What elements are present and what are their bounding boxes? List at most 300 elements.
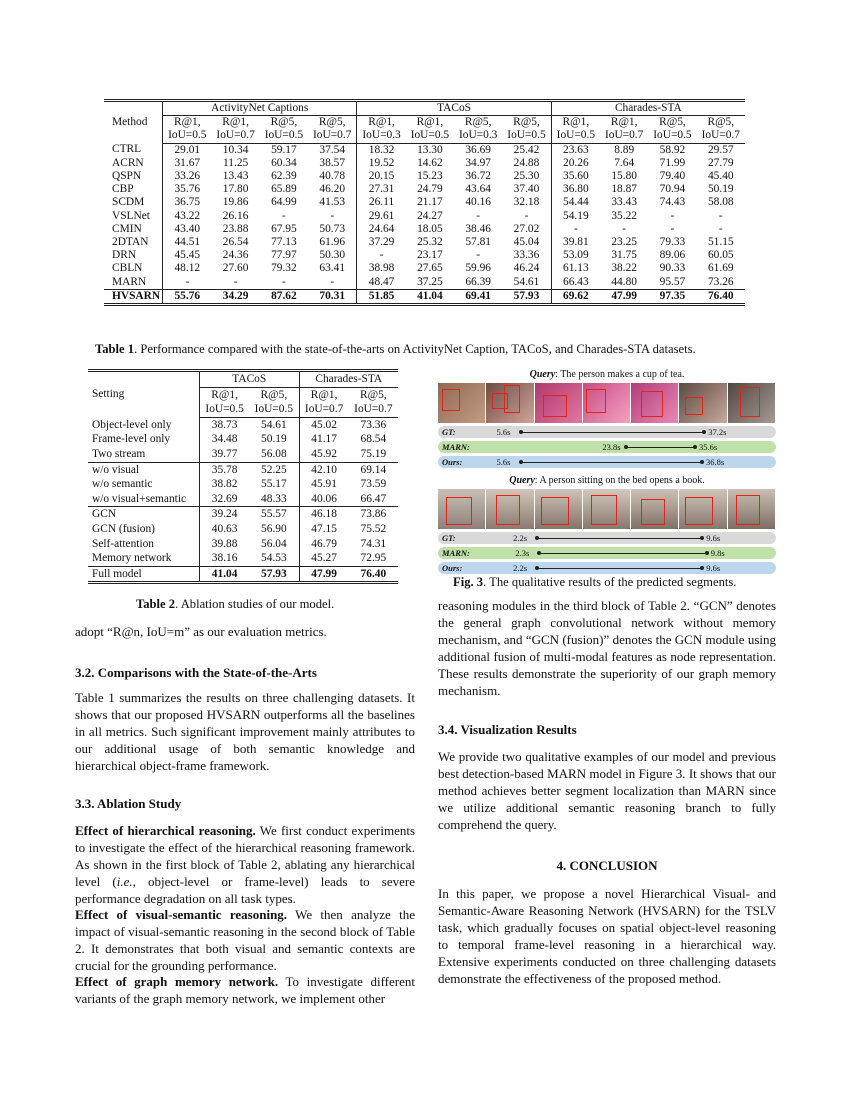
table-cell: 38.16 [211,552,238,565]
method-name: CMIN [104,223,163,236]
segment-start-time: 5.6s [496,427,511,437]
table-cell: 71.99 [659,156,686,169]
header-metric: IoU=0.5 [200,402,250,417]
table-cell: 48.33 [249,492,299,507]
header-metric: IoU=0.7 [600,129,648,143]
caption-label: Table 1 [95,342,135,356]
table-row [88,492,398,507]
table-cell: 72.95 [360,552,387,565]
table-cell: 56.90 [249,522,299,537]
table-cell: 45.04 [502,236,551,249]
table-cell: 36.69 [465,143,491,156]
table-cell: 38.57 [308,157,357,170]
table-cell: 38.73 [211,418,238,431]
table-cell: 48.47 [368,275,395,288]
table-cell: - [476,249,481,262]
table-cell: 38.98 [368,262,395,275]
caption-text: . The qualitative results of the predicted segments. [483,575,737,589]
table-cell: 59.96 [465,262,491,275]
text: We first conduct experiments to investigate the effect of the hierarchical reasoning framework. As shown in the first block of Table 2, ablating any hierarchical level ( [75,823,416,889]
table-cell: 66.39 [465,275,491,288]
table-cell: 39.88 [211,537,238,550]
table-cell: 38.82 [211,478,238,491]
table-cell: 19.52 [368,156,395,169]
segment-line [521,432,705,433]
header-metric: R@5, [707,116,735,129]
setting-name: GCN [88,507,200,522]
header-metric: R@1, [416,116,444,129]
bar-label: Ours: [442,457,463,467]
text: To investigate different variants of the graph memory network, we implement other [75,974,415,1006]
table-cell: 15.23 [417,170,443,183]
table-cell: 32.69 [211,492,238,505]
frame-strip-2 [438,489,776,529]
table-cell: 47.15 [311,522,337,535]
table-1-caption [95,341,775,357]
table-cell: 27.65 [417,262,443,275]
table-cell: 38.46 [465,222,491,235]
table-cell: 40.63 [211,522,238,535]
header-metric: IoU=0.5 [406,129,454,143]
table-row-best [104,289,745,304]
header-dataset: Charades-STA [551,101,745,116]
header-row [104,101,745,116]
table-cell: 24.36 [222,249,249,262]
table-cell: 29.01 [174,143,201,156]
table-cell: 34.29 [211,289,259,304]
header-metric: R@5, [464,116,492,129]
text: i.e. [116,874,133,889]
table-row [104,249,745,262]
method-name: VSLNet [104,210,163,223]
table-row [104,223,745,236]
table-cell: 19.86 [222,196,249,209]
table-cell: 31.67 [174,156,201,169]
table-cell: 40.78 [308,170,357,183]
segment-start-dot [535,536,539,540]
figure-3 [438,366,776,576]
table-cell: 58.08 [707,196,734,209]
segment-end-dot [702,430,706,434]
segment-end-time: 9.6s [706,563,721,573]
segment-bar [438,456,776,468]
table-cell: 53.09 [563,249,589,262]
table-cell: 27.31 [368,183,395,196]
table-cell: 44.51 [174,236,201,249]
table-cell: 68.54 [360,433,387,446]
table-cell: 56.04 [249,537,299,552]
run-in-heading: Effect of hierarchical reasoning. [75,823,256,838]
table-cell: - [670,222,675,235]
table-row [88,522,398,537]
table-cell: 29.57 [707,143,734,156]
table-cell: 11.25 [223,156,249,169]
video-frame [583,383,630,423]
segment-line [537,568,702,569]
segment-bars-1 [438,426,776,470]
segment-end-time: 36.8s [705,457,725,467]
table-cell: 36.80 [563,183,589,196]
table-row [104,157,745,170]
table-cell: 70.31 [308,289,357,304]
table-cell: 37.54 [308,143,357,157]
method-name: CBP [104,183,163,196]
table-cell: 26.54 [222,236,249,249]
paragraph-hierarchical [75,822,415,907]
table-cell: 69.14 [349,462,398,477]
bar-label: GT: [442,427,456,437]
method-name: MARN [104,276,163,290]
table-cell: 57.93 [249,566,299,583]
table-cell: 45.45 [174,249,201,262]
table-cell: 51.85 [357,289,406,304]
table-cell: 41.53 [308,196,357,209]
table-cell: 40.06 [311,492,337,505]
header-metric: R@5, [502,116,551,130]
table-row [88,537,398,552]
table-cell: 57.81 [465,236,491,249]
header-metric: IoU=0.5 [249,402,299,417]
table-cell: 45.92 [311,447,337,460]
table-cell: - [573,222,578,235]
table-cell: 45.02 [311,418,337,431]
header-metric: R@5, [659,116,686,129]
table-cell: 54.44 [563,196,589,209]
method-name: SCDM [104,196,163,209]
method-name: DRN [104,249,163,262]
table-row [88,477,398,492]
table-cell: 18.87 [611,183,637,196]
table-cell: 25.42 [502,143,551,157]
table-cell: 23.63 [563,143,589,156]
table-row [88,551,398,566]
paragraph: Table 1 summarizes the results on three challenging datasets. It shows that our proposed HVSARN outperforms all the baselines in all metrics. Such significant improvement mainly attributes to our additional usage of both semantic knowledge and hierarchical object-frame framework. [75,690,415,773]
section-heading: 3.4. Visualization Results [438,722,577,737]
video-frame [438,489,485,529]
table-cell: 43.64 [465,183,491,196]
table-cell: 54.61 [249,417,299,432]
table-cell: - [281,209,286,222]
table-cell: 70.94 [659,183,686,196]
table-cell: - [718,209,723,222]
table-cell: 55.57 [249,507,299,522]
table-row [104,210,745,223]
table-cell: 34.48 [211,433,238,446]
header-metric: IoU=0.5 [163,129,212,143]
header-metric: IoU=0.5 [648,129,696,143]
table-cell: 8.89 [614,143,635,156]
table-cell: 39.77 [211,447,238,460]
setting-name: w/o visual+semantic [88,492,200,507]
table-cell: 24.88 [502,157,551,170]
table-cell: - [308,210,357,223]
table-cell: 61.13 [563,262,589,275]
query-text: : The person makes a cup of tea. [555,369,685,380]
table-cell: 55.76 [163,289,212,304]
table-cell: 54.61 [502,276,551,290]
table-cell: 23.88 [222,222,249,235]
table-cell: 26.16 [222,209,249,222]
text: We then analyze the impact of visual-semantic reasoning in the second block of Table 2. It demonstrates that both visual and semantic contexts are crucial for the grounding performance. [75,907,415,973]
header-metric: R@1, [211,388,238,401]
segment-bar [438,532,776,544]
query-2 [438,475,776,486]
table-cell: 36.72 [465,170,491,183]
header-metric: R@5, [270,116,298,129]
table-cell: 62.39 [271,170,297,183]
segment-line [626,447,695,448]
setting-name: Two stream [88,447,200,462]
segment-start-dot [519,430,523,434]
video-frame [679,383,726,423]
table-cell: 60.34 [271,156,297,169]
header-metric: IoU=0.5 [260,129,308,143]
header-metric: R@1, [610,116,638,129]
table-cell: 45.27 [311,552,337,565]
header-metric: R@5, [360,388,387,401]
table-cell: 41.04 [406,289,454,304]
table-row [88,432,398,447]
table-cell: 74.43 [659,196,686,209]
table-cell: 40.16 [465,196,491,209]
table-cell: - [670,209,675,222]
table-cell: - [308,276,357,290]
table-cell: 46.79 [311,537,337,550]
segment-end-time: 35.6s [698,442,718,452]
setting-name: w/o semantic [88,477,200,492]
table-cell: 37.25 [417,275,443,288]
header-metric: R@1, [368,116,395,129]
table-2 [88,369,398,584]
header-method: Method [104,101,163,144]
table-cell: 27.79 [707,156,734,169]
header-metric: IoU=0.3 [357,129,406,143]
table-cell: 13.43 [222,170,249,183]
video-frame [583,489,630,529]
table-cell: 20.26 [563,156,589,169]
table-cell: 65.89 [271,183,297,196]
section-heading: 4. CONCLUSION [556,858,658,873]
table-cell: 32.18 [502,196,551,209]
segment-start-time: 2.3s [515,548,530,558]
header-setting: Setting [88,371,200,418]
table-cell: 87.62 [260,289,308,304]
table-cell: 69.41 [454,289,502,304]
table-cell: 58.92 [659,143,686,156]
video-frame [486,383,533,423]
table-cell: 47.99 [299,566,349,583]
table-cell: 73.86 [349,507,398,522]
table-cell: 23.17 [417,249,443,262]
table-1 [104,99,745,306]
caption-label: Fig. 3 [453,575,484,589]
table-cell: 33.43 [611,196,637,209]
table-cell: 35.76 [174,183,201,196]
table-cell: 77.97 [271,249,297,262]
segment-line [537,538,702,539]
segment-start-dot [519,460,523,464]
table-cell: - [379,249,384,262]
setting-name: Self-attention [88,537,200,552]
table-cell: 79.33 [659,236,686,249]
table-cell: 31.75 [611,249,637,262]
table-row [104,276,745,290]
table-cell: 46.20 [308,183,357,196]
query-1 [438,369,776,380]
table-cell: 79.40 [659,170,686,183]
segment-start-dot [624,445,628,449]
method-name: CTRL [104,143,163,157]
table-cell: - [502,210,551,223]
segment-end-dot [700,566,704,570]
table-cell: 56.08 [249,447,299,462]
table-row-full-model [88,566,398,583]
table-cell: 35.78 [200,462,250,477]
table-cell: 50.19 [249,432,299,447]
table-cell: 43.22 [174,209,201,222]
table-cell: 50.73 [308,223,357,236]
table-cell: 37.29 [368,236,395,249]
setting-name: Memory network [88,551,200,566]
header-row [88,371,398,388]
table-row [104,143,745,157]
table-row [104,262,745,275]
paragraph: We provide two qualitative examples of our model and previous best detection-based MARN model in Figure 3. It shows that our method achieves better segment localization than MARN since we utilize additional semantic reasoning branch to fully comprehend the query. [438,749,776,832]
video-frame [728,489,775,529]
method-name: ACRN [104,157,163,170]
header-metric: R@5, [308,116,357,130]
table-cell: 43.40 [174,222,201,235]
table-cell: 74.31 [360,537,387,550]
setting-name: GCN (fusion) [88,522,200,537]
table-cell: 79.32 [271,262,297,275]
table-cell: 75.19 [360,447,387,460]
table-cell: 20.15 [368,170,395,183]
video-frame [438,383,485,423]
segment-line [521,462,702,463]
segment-start-time: 2.2s [513,533,528,543]
run-in-heading: Effect of visual-semantic reasoning. [75,907,288,922]
table-cell: 51.15 [707,236,734,249]
table-cell: 73.36 [360,418,387,431]
table-cell: 60.05 [707,249,734,262]
table-cell: 61.96 [308,236,357,249]
bar-label: Ours: [442,563,463,573]
table-cell: 90.33 [659,262,686,275]
header-metric: IoU=0.3 [454,129,502,143]
table-cell: 54.53 [249,551,299,566]
query-label: Query [529,369,556,380]
table-cell: 41.04 [200,566,250,583]
table-cell: 73.26 [707,275,734,288]
table-cell: 33.26 [174,170,201,183]
video-frame [486,489,533,529]
header-dataset: TACoS [200,371,300,388]
paragraph: adopt “R@n, IoU=m” as our evaluation metrics. [75,624,327,639]
segment-bar [438,562,776,574]
video-frame [535,383,582,423]
table-cell: 66.43 [563,275,589,288]
table-row [104,236,745,249]
bar-label: GT: [442,533,456,543]
table-cell: 50.30 [308,249,357,262]
setting-name: w/o visual [88,462,200,477]
table-cell: 25.30 [502,170,551,183]
table-cell: 24.79 [417,183,443,196]
table-cell: 64.99 [271,196,297,209]
header-row [104,116,745,130]
video-frame [535,489,582,529]
method-name: CBLN [104,262,163,275]
table-cell: 23.25 [611,236,637,249]
table-cell: 26.11 [368,196,395,209]
table-cell: 27.60 [222,262,249,275]
header-dataset: ActivityNet Captions [163,101,357,116]
table-cell: 35.60 [563,170,589,183]
segment-start-time: 5.6s [496,457,511,467]
header-metric: R@1, [310,388,338,401]
table-cell: 97.35 [648,289,696,304]
method-name: QSPN [104,170,163,183]
table-cell: 34.97 [465,156,491,169]
table-cell: 37.40 [502,183,551,196]
bar-label: MARN: [442,548,470,558]
query-label: Query [509,475,535,486]
segment-bar [438,441,776,453]
method-name: HVSARN [104,289,163,304]
table-cell: - [233,275,238,288]
header-metric: R@1, [562,116,590,129]
segment-bars-2 [438,532,776,576]
table-cell: 47.99 [600,289,648,304]
table-cell: 27.02 [502,223,551,236]
table-cell: 55.17 [249,477,299,492]
table-cell: 24.27 [417,209,443,222]
table-cell: 76.40 [697,289,745,304]
table-row [88,447,398,462]
header-metric: R@5, [249,387,299,402]
table-cell: 57.93 [502,289,551,304]
table-cell: - [718,222,723,235]
header-dataset: TACoS [357,101,551,116]
video-frame [679,489,726,529]
header-metric: IoU=0.7 [349,402,398,417]
video-frame [728,383,775,423]
table-cell: 18.05 [417,222,443,235]
table-cell: 76.40 [349,566,398,583]
segment-start-dot [535,566,539,570]
section-heading: 3.3. Ablation Study [75,796,182,811]
table-cell: 24.64 [368,222,395,235]
table-cell: 42.10 [299,462,349,477]
table-cell: 7.64 [614,156,635,169]
table-cell: 39.81 [563,236,589,249]
table-cell: 69.62 [551,289,600,304]
segment-end-dot [705,551,709,555]
table-cell: 17.80 [222,183,249,196]
figure-3-caption [453,574,736,590]
header-metric: IoU=0.5 [502,129,551,143]
table-cell: - [281,275,286,288]
table-row [88,462,398,477]
text: , object-level or frame-level) leads to severe performance degradation on all task types. [75,874,415,906]
table-cell: 48.12 [174,262,201,275]
segment-end-time: 37.2s [708,427,727,437]
setting-name: Full model [88,566,200,583]
header-metric: IoU=0.7 [308,129,357,143]
header-metric: IoU=0.7 [211,129,259,143]
table-cell: 39.24 [200,507,250,522]
